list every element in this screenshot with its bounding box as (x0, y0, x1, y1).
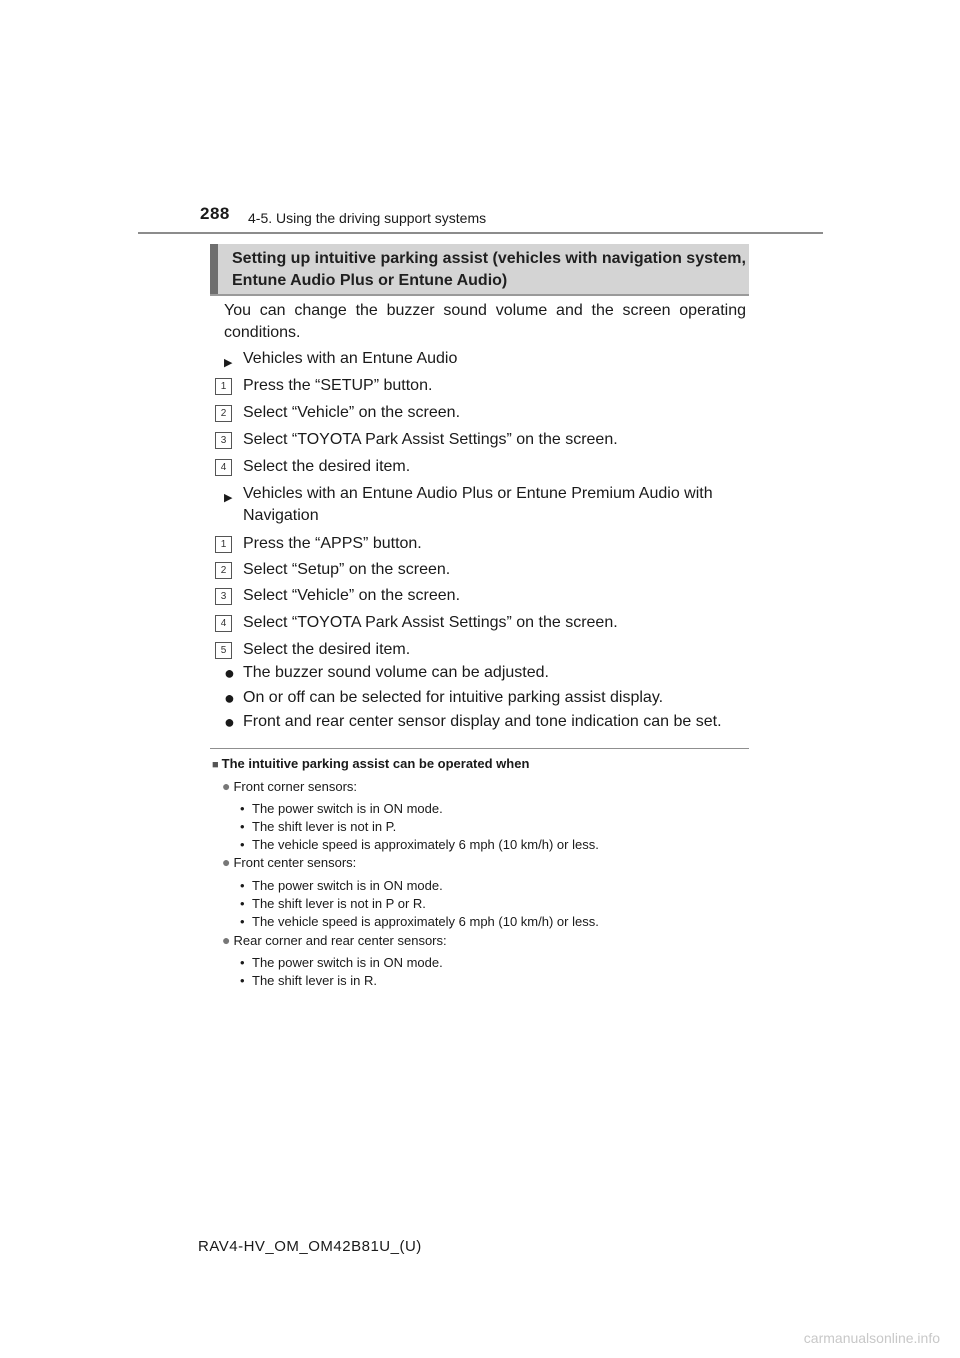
step-number-badge: 4 (215, 615, 232, 632)
bullet-dot-icon: ● (222, 854, 231, 870)
group-heading: Front center sensors: (233, 855, 357, 870)
step-number-badge: 2 (215, 405, 232, 422)
note-title (212, 756, 529, 771)
condition-entune-audio (224, 348, 748, 370)
page-header (0, 0, 960, 240)
bullet-text: Front and rear center sensor display and tone indication can be set. (243, 713, 722, 730)
front-center-conditions (240, 877, 599, 931)
step-b-1 (215, 533, 755, 555)
step-a-2 (215, 402, 755, 424)
step-text: Select “Vehicle” on the screen. (243, 404, 461, 421)
setting-title: Setting up intuitive parking assist (vehicles with navigation system, Entune Audio Plus or Entune Audio) (232, 250, 746, 289)
step-a-1 (215, 375, 755, 397)
step-number-badge: 5 (215, 642, 232, 659)
note-title-text: The intuitive parking assist can be operated when (221, 756, 530, 771)
condition-label: Vehicles with an Entune Audio Plus or Entune Premium Audio with Navigation (243, 485, 713, 524)
list-item: • The vehicle speed is approximately 6 mph (10 km/h) or less. (240, 836, 599, 854)
intro-text: You can change the buzzer sound volume and the screen operating conditions. (224, 302, 746, 341)
step-text: Select “TOYOTA Park Assist Settings” on the screen. (243, 431, 618, 448)
note-divider (210, 748, 749, 749)
list-item: • The power switch is in ON mode. (240, 877, 599, 895)
step-b-5 (215, 639, 755, 661)
step-b-3 (215, 585, 755, 607)
list-item: • The power switch is in ON mode. (240, 800, 599, 818)
list-item: • The shift lever is in R. (240, 972, 443, 990)
list-item: • The shift lever is not in P or R. (240, 895, 599, 913)
list-item: • The power switch is in ON mode. (240, 954, 443, 972)
step-text: Select the desired item. (243, 458, 411, 475)
step-b-2 (215, 559, 755, 581)
step-number-badge: 1 (215, 536, 232, 553)
setting-title-box (210, 244, 749, 296)
step-number-badge: 3 (215, 432, 232, 449)
bullet-dot-icon: ● (224, 663, 235, 683)
header-divider (138, 232, 823, 234)
note-group-front-center (222, 853, 356, 872)
triangle-arrow-icon: ▶ (224, 492, 233, 504)
step-number-badge: 1 (215, 378, 232, 395)
page-number: 288 (200, 204, 230, 223)
step-text: Select “Setup” on the screen. (243, 561, 451, 578)
step-number-badge: 3 (215, 588, 232, 605)
watermark: carmanualsonline.info (803, 1330, 940, 1346)
bullet-dot-icon: ● (224, 688, 235, 708)
bullet-dot-icon: ● (224, 712, 235, 732)
step-text: Select “Vehicle” on the screen. (243, 587, 461, 604)
bullet-dot-icon: ● (222, 932, 231, 948)
step-a-3 (215, 429, 755, 451)
list-item: • The shift lever is not in P. (240, 818, 599, 836)
step-text: Press the “APPS” button. (243, 535, 422, 552)
step-text: Select “TOYOTA Park Assist Settings” on the screen. (243, 614, 618, 631)
front-corner-conditions (240, 800, 599, 854)
note-group-rear (222, 931, 447, 950)
group-heading: Rear corner and rear center sensors: (233, 933, 447, 948)
square-marker-icon: ■ (212, 759, 219, 771)
step-b-4 (215, 612, 755, 634)
triangle-arrow-icon: ▶ (224, 357, 233, 369)
bullet-text: On or off can be selected for intuitive parking assist display. (243, 689, 664, 706)
document-code: RAV4-HV_OM_OM42B81U_(U) (198, 1238, 422, 1255)
group-heading: Front corner sensors: (233, 779, 358, 794)
step-number-badge: 4 (215, 459, 232, 476)
step-text: Select the desired item. (243, 641, 411, 658)
title-underline (210, 294, 749, 296)
bullet-dot-icon: ● (222, 778, 231, 794)
step-text: Press the “SETUP” button. (243, 377, 433, 394)
condition-entune-plus-premium (224, 483, 748, 527)
step-a-4 (215, 456, 755, 478)
note-group-front-corner (222, 777, 357, 796)
step-number-badge: 2 (215, 562, 232, 579)
condition-label: Vehicles with an Entune Audio (243, 350, 458, 367)
list-item: • The vehicle speed is approximately 6 mph (10 km/h) or less. (240, 913, 599, 931)
bullet-text: The buzzer sound volume can be adjusted. (243, 664, 549, 681)
section-title: 4-5. Using the driving support systems (248, 210, 487, 226)
rear-conditions (240, 954, 443, 990)
